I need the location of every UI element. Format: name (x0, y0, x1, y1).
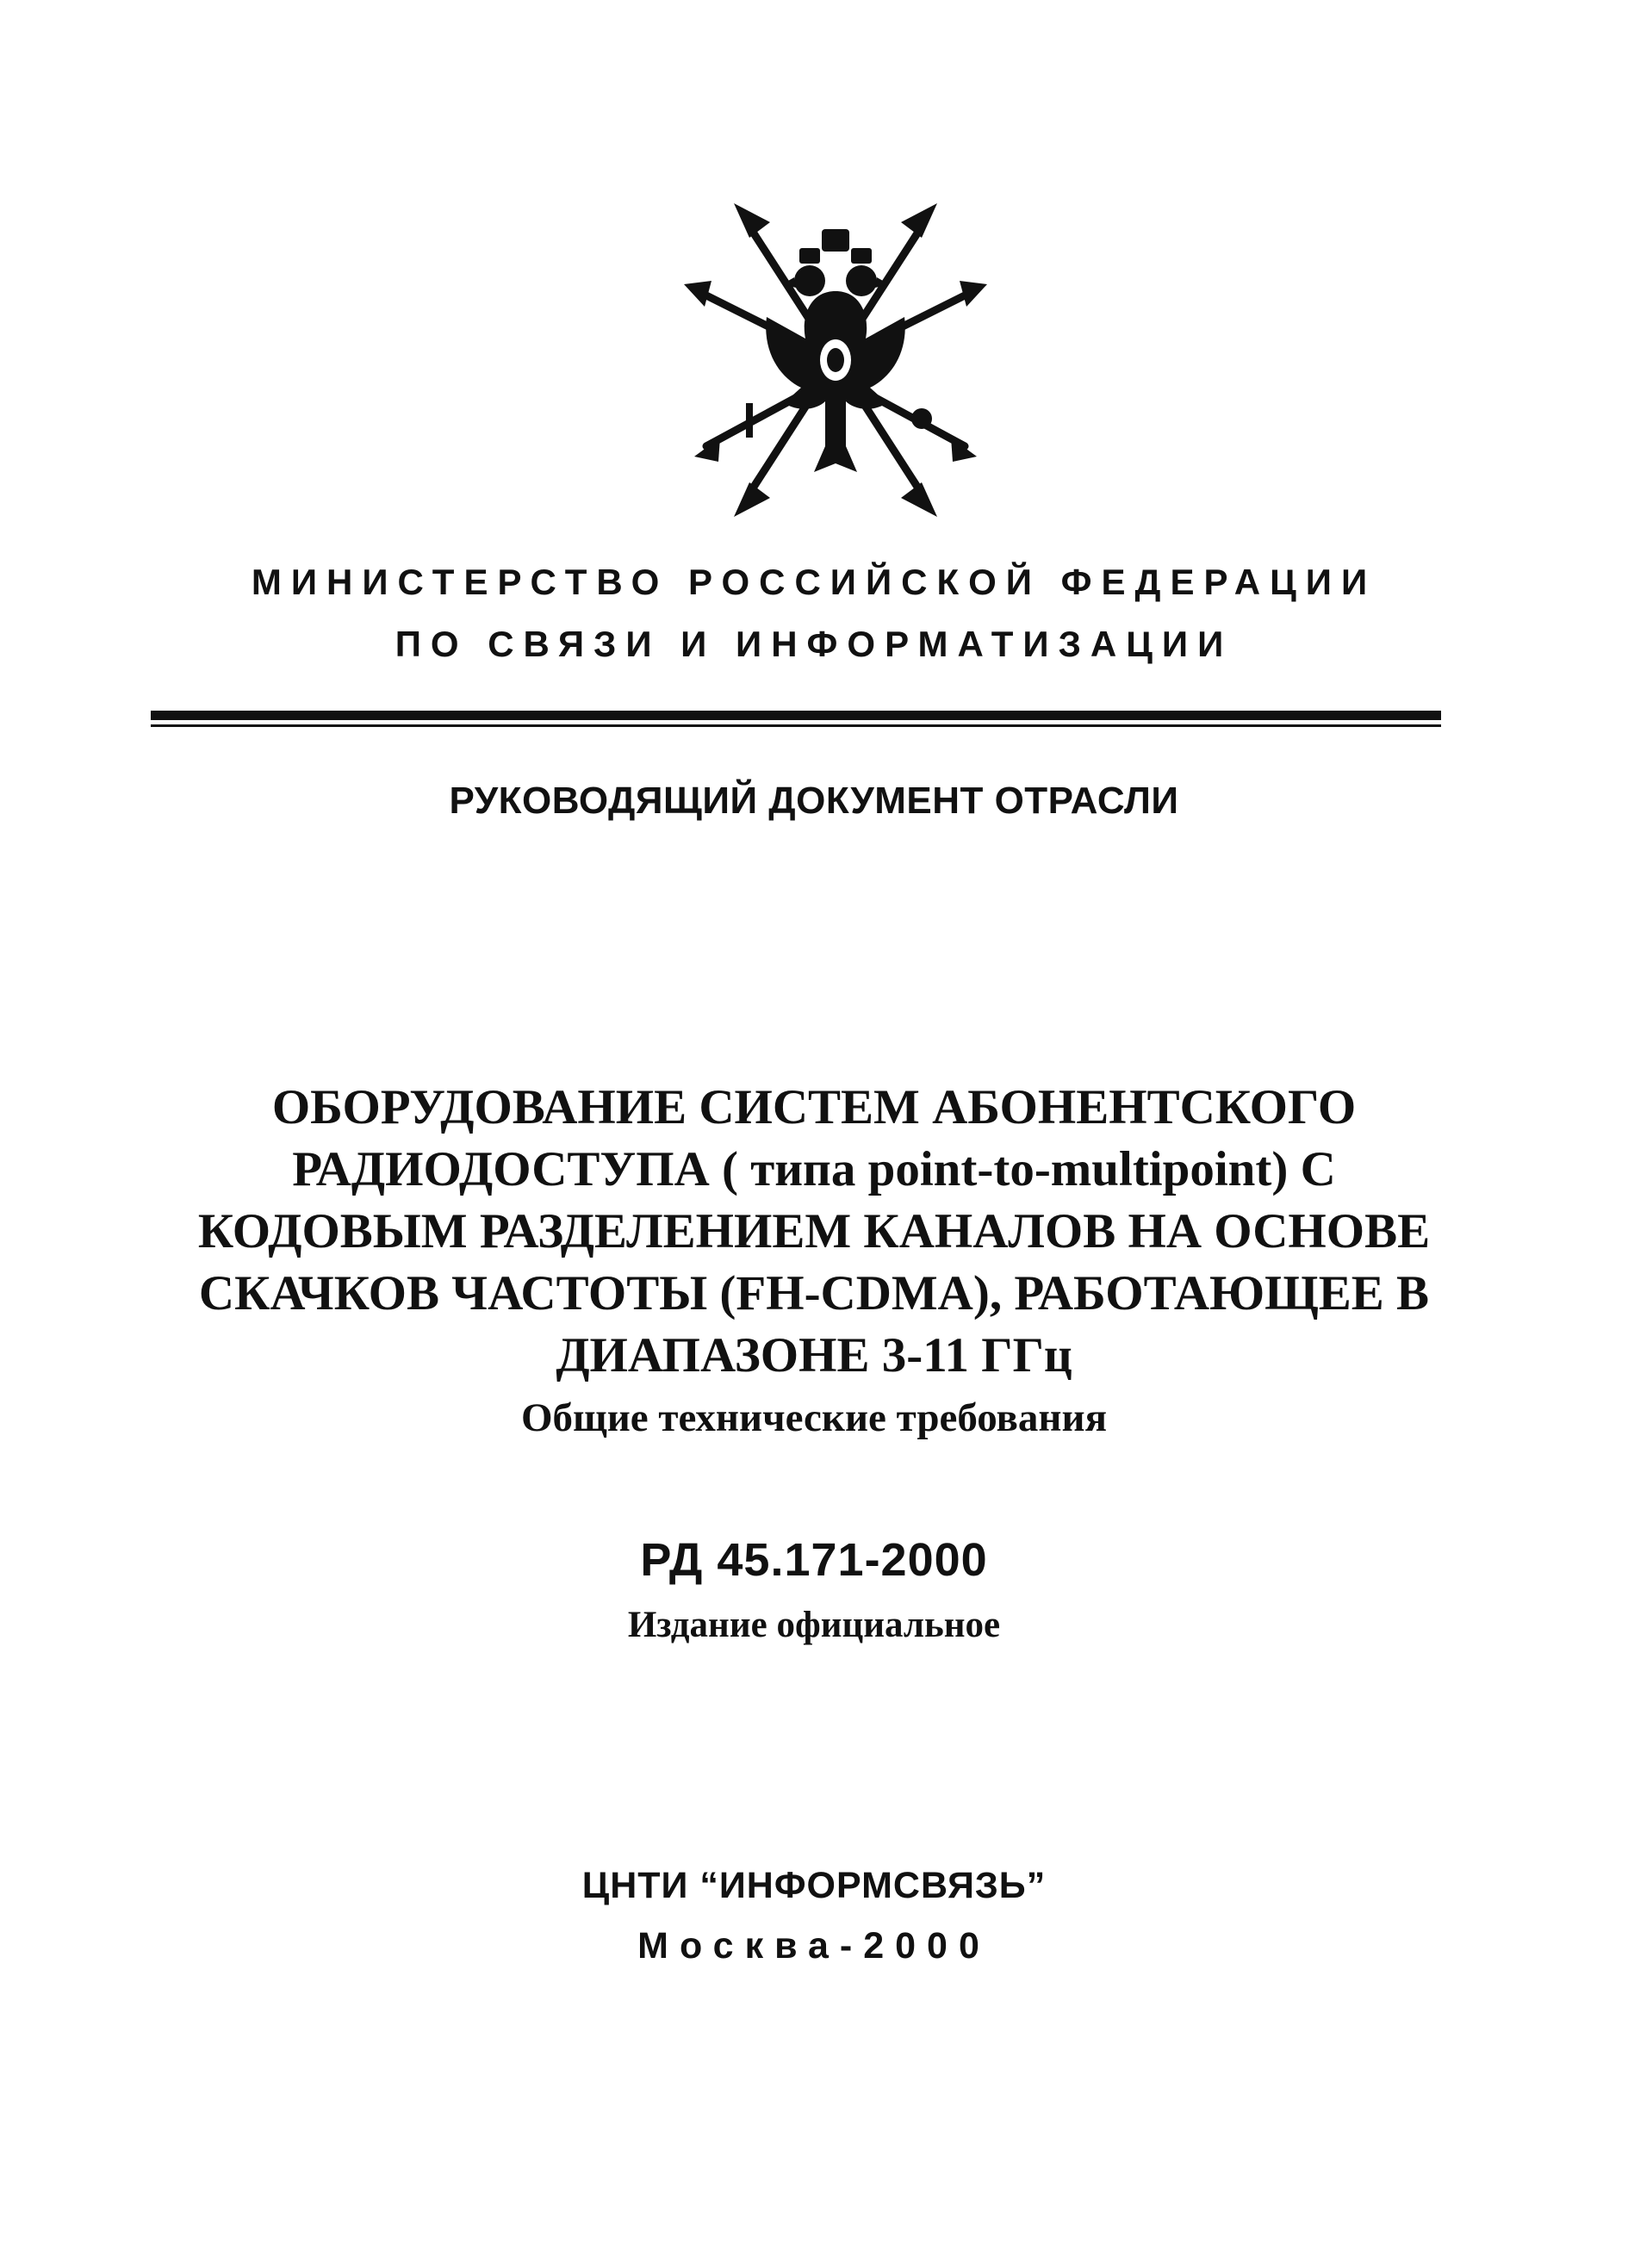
city-year: Москва-2000 (637, 1925, 991, 1967)
document-type: РУКОВОДЯЩИЙ ДОКУМЕНТ ОТРАСЛИ (449, 780, 1179, 822)
title-line-5: ДИАПАЗОНЕ 3-11 ГГц (556, 1328, 1072, 1383)
double-headed-eagle-crossed-arrows-icon (680, 188, 991, 524)
ministry-line-1: МИНИСТЕРСТВО РОССИЙСКОЙ ФЕДЕРАЦИИ (251, 562, 1377, 602)
title-line-1: ОБОРУДОВАНИЕ СИСТЕМ АБОНЕНТСКОГО (271, 1080, 1357, 1134)
edition-note: Издание официальное (627, 1605, 1001, 1645)
header-divider-thin (151, 724, 1441, 727)
title-line-4: СКАЧКОВ ЧАСТОТЫ (FH-CDMA), РАБОТАЮЩЕЕ В (198, 1266, 1430, 1320)
header-divider-thick (151, 711, 1441, 720)
document-title (0, 1077, 1628, 1444)
title-line-3: КОДОВЫМ РАЗДЕЛЕНИЕМ КАНАЛОВ НА ОСНОВЕ (197, 1204, 1431, 1258)
publisher: ЦНТИ “ИНФОРМСВЯЗЬ” (581, 1865, 1047, 1906)
title-line-2: РАДИОДОСТУПА ( типа point-to-multipoint) С (292, 1142, 1336, 1196)
ministry-line-2: ПО СВЯЗИ И ИНФОРМАТИЗАЦИИ (395, 624, 1233, 664)
ministry-header (0, 551, 1628, 675)
document-code: РД 45.171-2000 (640, 1534, 988, 1586)
document-subtitle: Общие технические требования (520, 1395, 1107, 1440)
